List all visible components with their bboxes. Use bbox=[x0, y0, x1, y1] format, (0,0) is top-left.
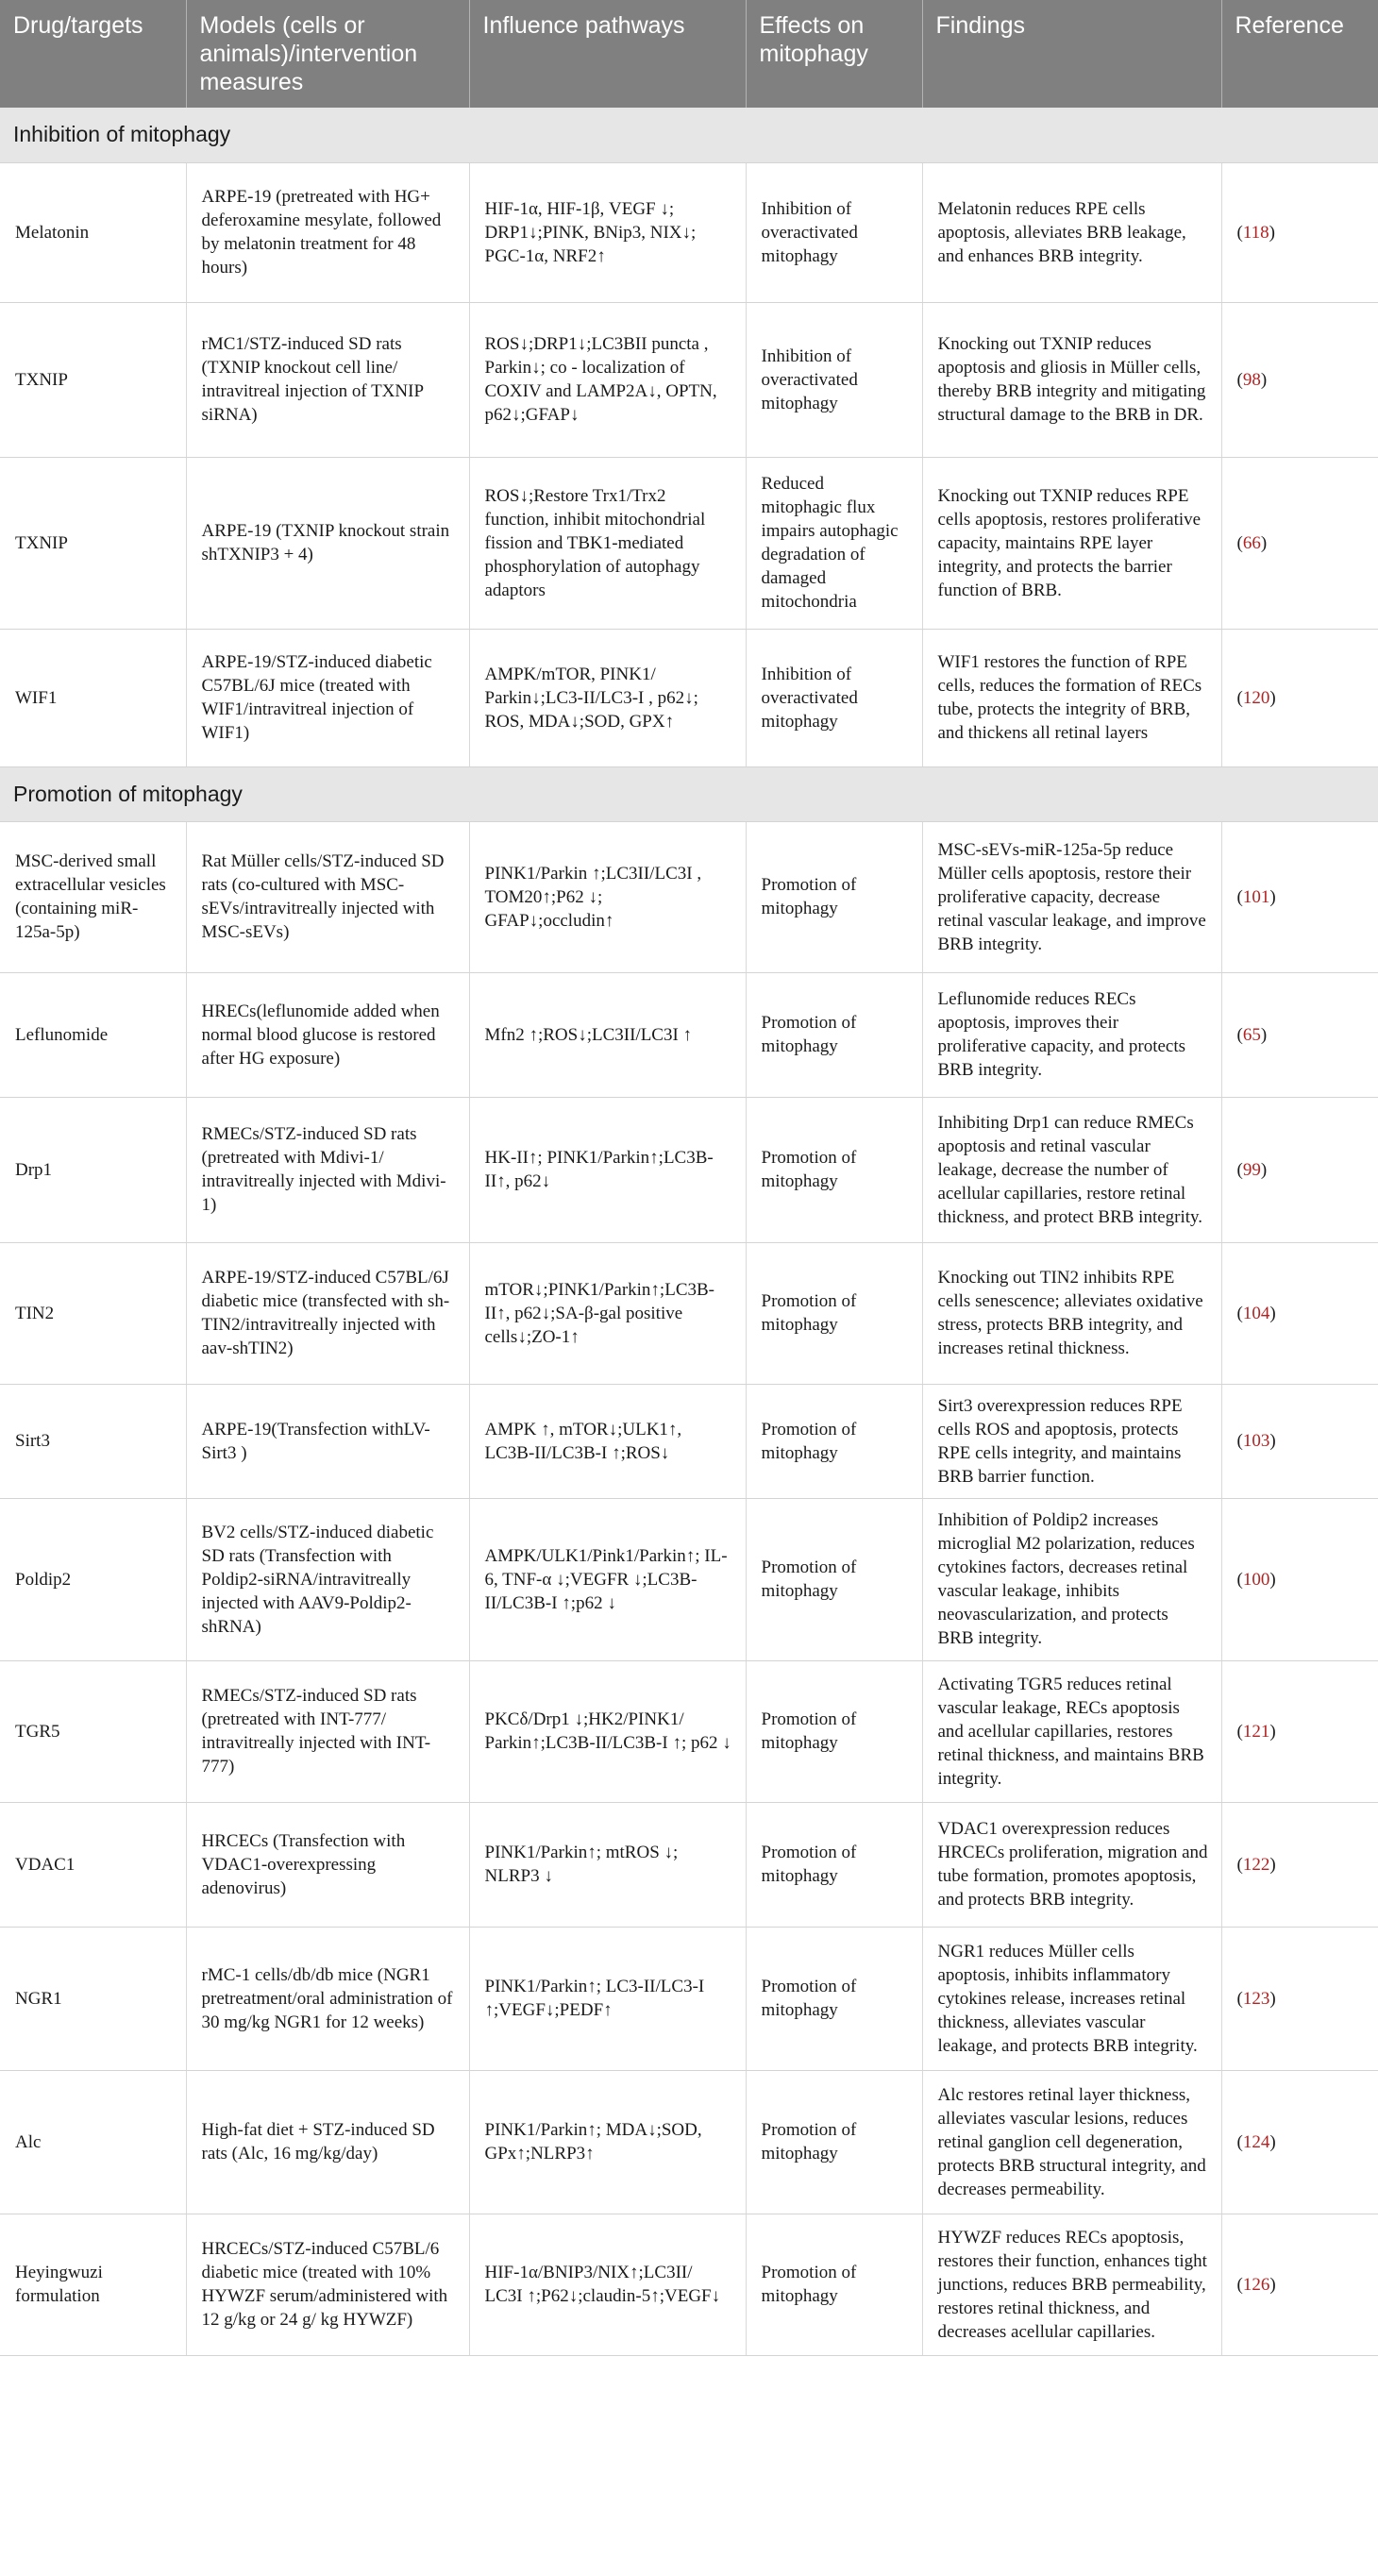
reference-link[interactable]: 121 bbox=[1242, 1721, 1270, 1742]
reference-link[interactable]: 66 bbox=[1242, 532, 1261, 553]
cell-reference bbox=[1221, 1242, 1378, 1384]
cell-effect: Promotion of mitophagy bbox=[746, 1802, 922, 1927]
cell-pathways: ROS↓;Restore Trx1/Trx2 function, inhibit mitochondrial fission and TBK1-mediated phosphorylation of autophagy adaptors bbox=[469, 457, 746, 629]
cell-effect: Inhibition of overactivated mitophagy bbox=[746, 629, 922, 766]
cell-reference bbox=[1221, 2070, 1378, 2214]
cell-effect: Promotion of mitophagy bbox=[746, 1097, 922, 1242]
table-row bbox=[0, 1242, 1378, 1384]
cell-model: ARPE-19 (pretreated with HG+ deferoxamine mesylate, followed by melatonin treatment for 48 hours) bbox=[186, 162, 469, 302]
reference-close-paren: ) bbox=[1260, 1024, 1268, 1045]
table-row bbox=[0, 629, 1378, 766]
cell-model: BV2 cells/STZ-induced diabetic SD rats (Transfection with Poldip2-siRNA/intravitreally injected with AAV9-Poldip2-shRNA) bbox=[186, 1498, 469, 1660]
section-title: Promotion of mitophagy bbox=[0, 766, 1378, 821]
cell-model: ARPE-19/STZ-induced diabetic C57BL/6J mice (treated with WIF1/intravitreal injection of WIF1) bbox=[186, 629, 469, 766]
cell-findings: Melatonin reduces RPE cells apoptosis, alleviates BRB leakage, and enhances BRB integrity. bbox=[922, 162, 1221, 302]
cell-drug-target: Melatonin bbox=[0, 162, 186, 302]
table-row bbox=[0, 2214, 1378, 2355]
reference-link[interactable]: 126 bbox=[1242, 2274, 1270, 2295]
section-title: Inhibition of mitophagy bbox=[0, 108, 1378, 162]
table-row bbox=[0, 1498, 1378, 1660]
cell-effect: Promotion of mitophagy bbox=[746, 2214, 922, 2355]
reference-open-paren: ( bbox=[1236, 886, 1243, 907]
table-row bbox=[0, 457, 1378, 629]
cell-drug-target: WIF1 bbox=[0, 629, 186, 766]
header-drug-targets: Drug/targets bbox=[0, 0, 186, 108]
cell-model: rMC1/STZ-induced SD rats (TXNIP knockout cell line/ intravitreal injection of TXNIP siRNA) bbox=[186, 302, 469, 457]
reference-close-paren: ) bbox=[1269, 1721, 1276, 1742]
reference-open-paren: ( bbox=[1236, 532, 1243, 553]
reference-close-paren: ) bbox=[1269, 687, 1276, 708]
reference-open-paren: ( bbox=[1236, 1024, 1243, 1045]
reference-close-paren: ) bbox=[1269, 1303, 1276, 1323]
table-row bbox=[0, 1097, 1378, 1242]
cell-model: RMECs/STZ-induced SD rats (pretreated with Mdivi-1/ intravitreally injected with Mdivi-1) bbox=[186, 1097, 469, 1242]
cell-findings: Inhibiting Drp1 can reduce RMECs apoptosis and retinal vascular leakage, decrease the number of acellular capillaries, restore retinal thickness, and protect BRB integrity. bbox=[922, 1097, 1221, 1242]
table-row bbox=[0, 972, 1378, 1097]
cell-effect: Promotion of mitophagy bbox=[746, 1927, 922, 2070]
cell-effect: Promotion of mitophagy bbox=[746, 1660, 922, 1802]
reference-close-paren: ) bbox=[1269, 1988, 1276, 2009]
header-row bbox=[0, 0, 1378, 108]
header-effects: Effects on mitophagy bbox=[746, 0, 922, 108]
cell-reference bbox=[1221, 162, 1378, 302]
cell-pathways: mTOR↓;PINK1/Parkin↑;LC3B-II↑, p62↓;SA-β-gal positive cells↓;ZO-1↑ bbox=[469, 1242, 746, 1384]
cell-model: Rat Müller cells/STZ-induced SD rats (co-cultured with MSC-sEVs/intravitreally injected with MSC-sEVs) bbox=[186, 821, 469, 972]
table-row bbox=[0, 2070, 1378, 2214]
cell-model: ARPE-19(Transfection withLV-Sirt3 ) bbox=[186, 1384, 469, 1498]
reference-open-paren: ( bbox=[1236, 1569, 1243, 1590]
reference-link[interactable]: 100 bbox=[1242, 1569, 1270, 1590]
reference-open-paren: ( bbox=[1236, 2274, 1243, 2295]
header-findings: Findings bbox=[922, 0, 1221, 108]
cell-reference bbox=[1221, 2214, 1378, 2355]
reference-link[interactable]: 118 bbox=[1242, 222, 1269, 243]
cell-drug-target: Sirt3 bbox=[0, 1384, 186, 1498]
reference-open-paren: ( bbox=[1236, 1431, 1243, 1451]
table-row bbox=[0, 1660, 1378, 1802]
cell-drug-target: Leflunomide bbox=[0, 972, 186, 1097]
cell-pathways: AMPK/ULK1/Pink1/Parkin↑; IL-6, TNF-α ↓;VEGFR ↓;LC3B-II/LC3B-I ↑;p62 ↓ bbox=[469, 1498, 746, 1660]
table-body bbox=[0, 108, 1378, 2355]
cell-reference bbox=[1221, 629, 1378, 766]
table-row bbox=[0, 302, 1378, 457]
reference-open-paren: ( bbox=[1236, 687, 1243, 708]
cell-findings: Alc restores retinal layer thickness, alleviates vascular lesions, reduces retinal ganglion cell degeneration, protects BRB structural integrity, and decreases permeability. bbox=[922, 2070, 1221, 2214]
cell-pathways: PINK1/Parkin ↑;LC3II/LC3I , TOM20↑;P62 ↓; GFAP↓;occludin↑ bbox=[469, 821, 746, 972]
cell-findings: Leflunomide reduces RECs apoptosis, improves their proliferative capacity, and protects BRB integrity. bbox=[922, 972, 1221, 1097]
reference-close-paren: ) bbox=[1269, 2274, 1276, 2295]
cell-model: RMECs/STZ-induced SD rats (pretreated with INT-777/ intravitreally injected with INT-777) bbox=[186, 1660, 469, 1802]
reference-link[interactable]: 122 bbox=[1242, 1854, 1270, 1875]
cell-reference bbox=[1221, 1802, 1378, 1927]
cell-effect: Promotion of mitophagy bbox=[746, 1384, 922, 1498]
header-reference: Reference bbox=[1221, 0, 1378, 108]
section-header-row bbox=[0, 766, 1378, 821]
reference-close-paren: ) bbox=[1260, 532, 1268, 553]
cell-model: HRECs(leflunomide added when normal blood glucose is restored after HG exposure) bbox=[186, 972, 469, 1097]
cell-model: High-fat diet + STZ-induced SD rats (Alc, 16 mg/kg/day) bbox=[186, 2070, 469, 2214]
cell-pathways: PINK1/Parkin↑; LC3-II/LC3-I ↑;VEGF↓;PEDF↑ bbox=[469, 1927, 746, 2070]
cell-drug-target: TIN2 bbox=[0, 1242, 186, 1384]
cell-pathways: Mfn2 ↑;ROS↓;LC3II/LC3I ↑ bbox=[469, 972, 746, 1097]
cell-effect: Promotion of mitophagy bbox=[746, 1498, 922, 1660]
reference-open-paren: ( bbox=[1236, 1303, 1243, 1323]
reference-link[interactable]: 101 bbox=[1242, 886, 1270, 907]
reference-link[interactable]: 99 bbox=[1242, 1159, 1261, 1180]
reference-link[interactable]: 103 bbox=[1242, 1431, 1270, 1451]
table-row bbox=[0, 1802, 1378, 1927]
cell-pathways: PINK1/Parkin↑; MDA↓;SOD, GPx↑;NLRP3↑ bbox=[469, 2070, 746, 2214]
cell-model: HRCECs (Transfection with VDAC1-overexpressing adenovirus) bbox=[186, 1802, 469, 1927]
cell-reference bbox=[1221, 302, 1378, 457]
cell-model: HRCECs/STZ-induced C57BL/6 diabetic mice (treated with 10% HYWZF serum/administered with 12 g/kg or 24 g/ kg HYWZF) bbox=[186, 2214, 469, 2355]
cell-drug-target: Heyingwuzi formulation bbox=[0, 2214, 186, 2355]
cell-drug-target: Alc bbox=[0, 2070, 186, 2214]
reference-close-paren: ) bbox=[1260, 1159, 1268, 1180]
cell-reference bbox=[1221, 972, 1378, 1097]
cell-model: ARPE-19/STZ-induced C57BL/6J diabetic mice (transfected with sh-TIN2/intravitreally injected with aav-shTIN2) bbox=[186, 1242, 469, 1384]
cell-effect: Inhibition of overactivated mitophagy bbox=[746, 162, 922, 302]
reference-link[interactable]: 98 bbox=[1242, 369, 1261, 390]
cell-model: ARPE-19 (TXNIP knockout strain shTXNIP3 + 4) bbox=[186, 457, 469, 629]
header-models: Models (cells or animals)/intervention measures bbox=[186, 0, 469, 108]
cell-pathways: HIF-1α, HIF-1β, VEGF ↓; DRP1↓;PINK, BNip3, NIX↓; PGC-1α, NRF2↑ bbox=[469, 162, 746, 302]
cell-effect: Promotion of mitophagy bbox=[746, 972, 922, 1097]
cell-reference bbox=[1221, 1498, 1378, 1660]
cell-effect: Promotion of mitophagy bbox=[746, 2070, 922, 2214]
cell-pathways: PINK1/Parkin↑; mtROS ↓; NLRP3 ↓ bbox=[469, 1802, 746, 1927]
cell-effect: Promotion of mitophagy bbox=[746, 1242, 922, 1384]
cell-effect: Inhibition of overactivated mitophagy bbox=[746, 302, 922, 457]
reference-link[interactable]: 104 bbox=[1242, 1303, 1270, 1323]
header-pathways: Influence pathways bbox=[469, 0, 746, 108]
reference-open-paren: ( bbox=[1236, 1854, 1243, 1875]
cell-pathways: ROS↓;DRP1↓;LC3BII puncta , Parkin↓; co - localization of COXIV and LAMP2A↓, OPTN, p62↓;GFAP↓ bbox=[469, 302, 746, 457]
reference-link[interactable]: 120 bbox=[1242, 687, 1270, 708]
cell-findings: Activating TGR5 reduces retinal vascular leakage, RECs apoptosis and acellular capillaries, restores retinal thickness, and maintains BRB integrity. bbox=[922, 1660, 1221, 1802]
cell-reference bbox=[1221, 821, 1378, 972]
reference-close-paren: ) bbox=[1269, 1854, 1276, 1875]
cell-drug-target: TGR5 bbox=[0, 1660, 186, 1802]
cell-drug-target: VDAC1 bbox=[0, 1802, 186, 1927]
cell-effect: Promotion of mitophagy bbox=[746, 821, 922, 972]
cell-model: rMC-1 cells/db/db mice (NGR1 pretreatment/oral administration of 30 mg/kg NGR1 for 12 weeks) bbox=[186, 1927, 469, 2070]
reference-open-paren: ( bbox=[1236, 369, 1243, 390]
reference-close-paren: ) bbox=[1269, 1431, 1276, 1451]
cell-pathways: PKCδ/Drp1 ↓;HK2/PINK1/ Parkin↑;LC3B-II/LC3B-I ↑; p62 ↓ bbox=[469, 1660, 746, 1802]
section-header-row bbox=[0, 108, 1378, 162]
cell-pathways: AMPK/mTOR, PINK1/ Parkin↓;LC3-II/LC3-I , p62↓; ROS, MDA↓;SOD, GPX↑ bbox=[469, 629, 746, 766]
reference-open-paren: ( bbox=[1236, 1159, 1243, 1180]
reference-close-paren: ) bbox=[1269, 2131, 1276, 2152]
cell-findings: Sirt3 overexpression reduces RPE cells ROS and apoptosis, protects RPE cells integrity, and maintains BRB barrier function. bbox=[922, 1384, 1221, 1498]
cell-pathways: AMPK ↑, mTOR↓;ULK1↑, LC3B-II/LC3B-I ↑;ROS↓ bbox=[469, 1384, 746, 1498]
reference-close-paren: ) bbox=[1269, 1569, 1276, 1590]
reference-open-paren: ( bbox=[1236, 1988, 1243, 2009]
cell-effect: Reduced mitophagic flux impairs autophagic degradation of damaged mitochondria bbox=[746, 457, 922, 629]
cell-drug-target: TXNIP bbox=[0, 457, 186, 629]
cell-drug-target: MSC-derived small extracellular vesicles (containing miR-125a-5p) bbox=[0, 821, 186, 972]
cell-reference bbox=[1221, 457, 1378, 629]
cell-drug-target: Drp1 bbox=[0, 1097, 186, 1242]
cell-findings: WIF1 restores the function of RPE cells, reduces the formation of RECs tube, protects the integrity of BRB, and thickens all retinal layers bbox=[922, 629, 1221, 766]
cell-drug-target: NGR1 bbox=[0, 1927, 186, 2070]
cell-findings: MSC-sEVs-miR-125a-5p reduce Müller cells apoptosis, restore their proliferative capacity, decrease retinal vascular leakage, and improve BRB integrity. bbox=[922, 821, 1221, 972]
table-row bbox=[0, 1384, 1378, 1498]
cell-reference bbox=[1221, 1927, 1378, 2070]
reference-close-paren: ) bbox=[1260, 369, 1268, 390]
reference-link[interactable]: 123 bbox=[1242, 1988, 1270, 2009]
cell-findings: Knocking out TXNIP reduces RPE cells apoptosis, restores proliferative capacity, maintains RPE layer integrity, and protects the barrier function of BRB. bbox=[922, 457, 1221, 629]
cell-pathways: HIF-1α/BNIP3/NIX↑;LC3II/ LC3I ↑;P62↓;claudin-5↑;VEGF↓ bbox=[469, 2214, 746, 2355]
cell-findings: Knocking out TXNIP reduces apoptosis and gliosis in Müller cells, thereby BRB integrity and mitigating structural damage to the BRB in DR. bbox=[922, 302, 1221, 457]
reference-link[interactable]: 124 bbox=[1242, 2131, 1270, 2152]
cell-pathways: HK-II↑; PINK1/Parkin↑;LC3B-II↑, p62↓ bbox=[469, 1097, 746, 1242]
cell-drug-target: TXNIP bbox=[0, 302, 186, 457]
reference-open-paren: ( bbox=[1236, 2131, 1243, 2152]
cell-reference bbox=[1221, 1660, 1378, 1802]
reference-close-paren: ) bbox=[1269, 886, 1276, 907]
reference-link[interactable]: 65 bbox=[1242, 1024, 1261, 1045]
cell-findings: Inhibition of Poldip2 increases microglial M2 polarization, reduces cytokines factors, decreases retinal vascular leakage, inhibits neovascularization, and protects BRB integrity. bbox=[922, 1498, 1221, 1660]
table-row bbox=[0, 1927, 1378, 2070]
reference-open-paren: ( bbox=[1236, 1721, 1243, 1742]
cell-findings: VDAC1 overexpression reduces HRCECs proliferation, migration and tube formation, promotes apoptosis, and protects BRB integrity. bbox=[922, 1802, 1221, 1927]
cell-findings: NGR1 reduces Müller cells apoptosis, inhibits inflammatory cytokines release, increases retinal thickness, alleviates vascular leakage, and protects BRB integrity. bbox=[922, 1927, 1221, 2070]
table-row bbox=[0, 821, 1378, 972]
reference-close-paren: ) bbox=[1269, 222, 1275, 243]
cell-reference bbox=[1221, 1097, 1378, 1242]
cell-findings: Knocking out TIN2 inhibits RPE cells senescence; alleviates oxidative stress, protects BRB integrity, and increases retinal thickness. bbox=[922, 1242, 1221, 1384]
cell-drug-target: Poldip2 bbox=[0, 1498, 186, 1660]
cell-findings: HYWZF reduces RECs apoptosis, restores their function, enhances tight junctions, reduces BRB permeability, restores retinal thickness, and decreases acellular capillaries. bbox=[922, 2214, 1221, 2355]
cell-reference bbox=[1221, 1384, 1378, 1498]
table-row bbox=[0, 162, 1378, 302]
reference-open-paren: ( bbox=[1236, 222, 1243, 243]
